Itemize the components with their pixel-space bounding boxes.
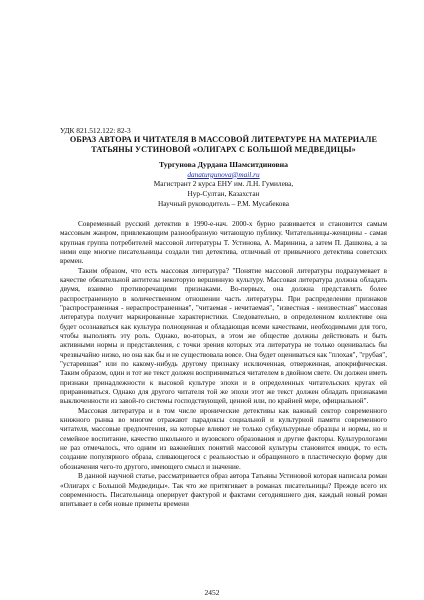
author-position: Магистрант 2 курса ЕНУ им. Л.Н. Гумилева, [153, 179, 294, 189]
paragraph-2: Таким образом, что есть массовая литература? "Понятие массовой литературы подразумевает в качестве обязательной антитезы некоторую вершинную культуру. Массовая литература должна обладать двумя, взаимно противоречащими признаками. Во-первых, она должна представлять более распространенную в количественном отношении часть литературы. При распределении признаков "распространенная - нераспространенная", "читаемая - нечитаемая", "известная - неизвестная" массовая литература получит маркированные характеристики. Следовательно, в определенном коллективе она будет осознаваться как культура полноценная и обладающая всеми качествами, необходимыми для того, чтобы выполнять эту роль. Однако, во-вторых, в этом же обществе должны действовать и быть активными нормы и представления, с точки зрения которых эта литература не только оценивалась бы чрезвычайно низко, но она как бы и не существовала вовсе. Она будет оцениваться как "плохая", "грубая", "устаревшая" или по какому-нибудь другому признаку исключенная, отверженная, апокрифическая. Таким образом, один и тот же текст должен восприниматься читателем в двойном свете. Он должен иметь признаки принадлежности к высокой культуре эпохи и в определенных читательских кругах ей приравниваться. Однако для другого читателя той же эпохи этот же текст должен обладать признаками выключенности из завой-го системы господствующей, ценной или, по крайней мере, официальной". [60, 266, 387, 406]
page-number: 2452 [204, 588, 220, 597]
author-name: Тургунова Дурдана Шамситдиновна [158, 160, 289, 170]
author-city: Нур-Султан, Казахстан [187, 189, 260, 199]
author-email-line [60, 170, 387, 180]
paragraph-3: Массовая литература и в том числе иронические детективы как важный сектор современного книжного рынка во многом отражают парадоксы социальной и культурной памяти современного читателя, массовые предпочтения, на которые влияют не только субкультурные образцы и нормы, но и семейное воспитание, качество школьного и вузовского образования и другие факторы. Культурологами не раз отмечалось, что одним из важнейших понятий массовой культуры становится имидж, то есть создание популярного образа, сливающегося с реальностью и обращенного в пластическую форму для обозначения чего-то другого, имеющего смысл и значение. [60, 406, 387, 471]
udk-code: УДК 821.512.122: 82-3 [60, 126, 131, 135]
article-title: ОБРАЗ АВТОРА И ЧИТАТЕЛЯ В МАССОВОЙ ЛИТЕРАТУРЕ НА МАТЕРИАЛЕ ТАТЬЯНЫ УСТИНОВОЙ «ОЛИГАРХ С БОЛЬШОЙ МЕДВЕДИЦЫ» [69, 135, 378, 154]
scientific-advisor: Научный руководитель – Р.М. Мусабекова [157, 199, 290, 209]
paragraph-4: В данной научной статье, рассматривается образ автора Татьяны Устиновой которая написала роман «Олигарх с Большой Медведицы». Так что же притягивает в романах писательницы? Прежде всего их современность. Писательница оперирует фактурой и фактами сегодняшнего дня, каждый новый роман впитывает в себя новые приметы времени [60, 472, 387, 509]
article [60, 126, 387, 510]
article-body [60, 220, 387, 510]
paragraph-1: Современный русский детектив в 1990-е-нач. 2000-х бурно развивается и становится самым массовым жанром, привлекающим разнообразную читающую публику. Читательницы-женщины - самая крупная группа потребителей массовой литературы Т. Устинова, А. Маринина, а затем П. Дашкова, а за ними еще многие писательницы создали тип детектива, отличный от привычного детектива советских времен. [60, 219, 387, 266]
author-email-link[interactable]: danaturgunova@mail.ru [187, 169, 260, 179]
